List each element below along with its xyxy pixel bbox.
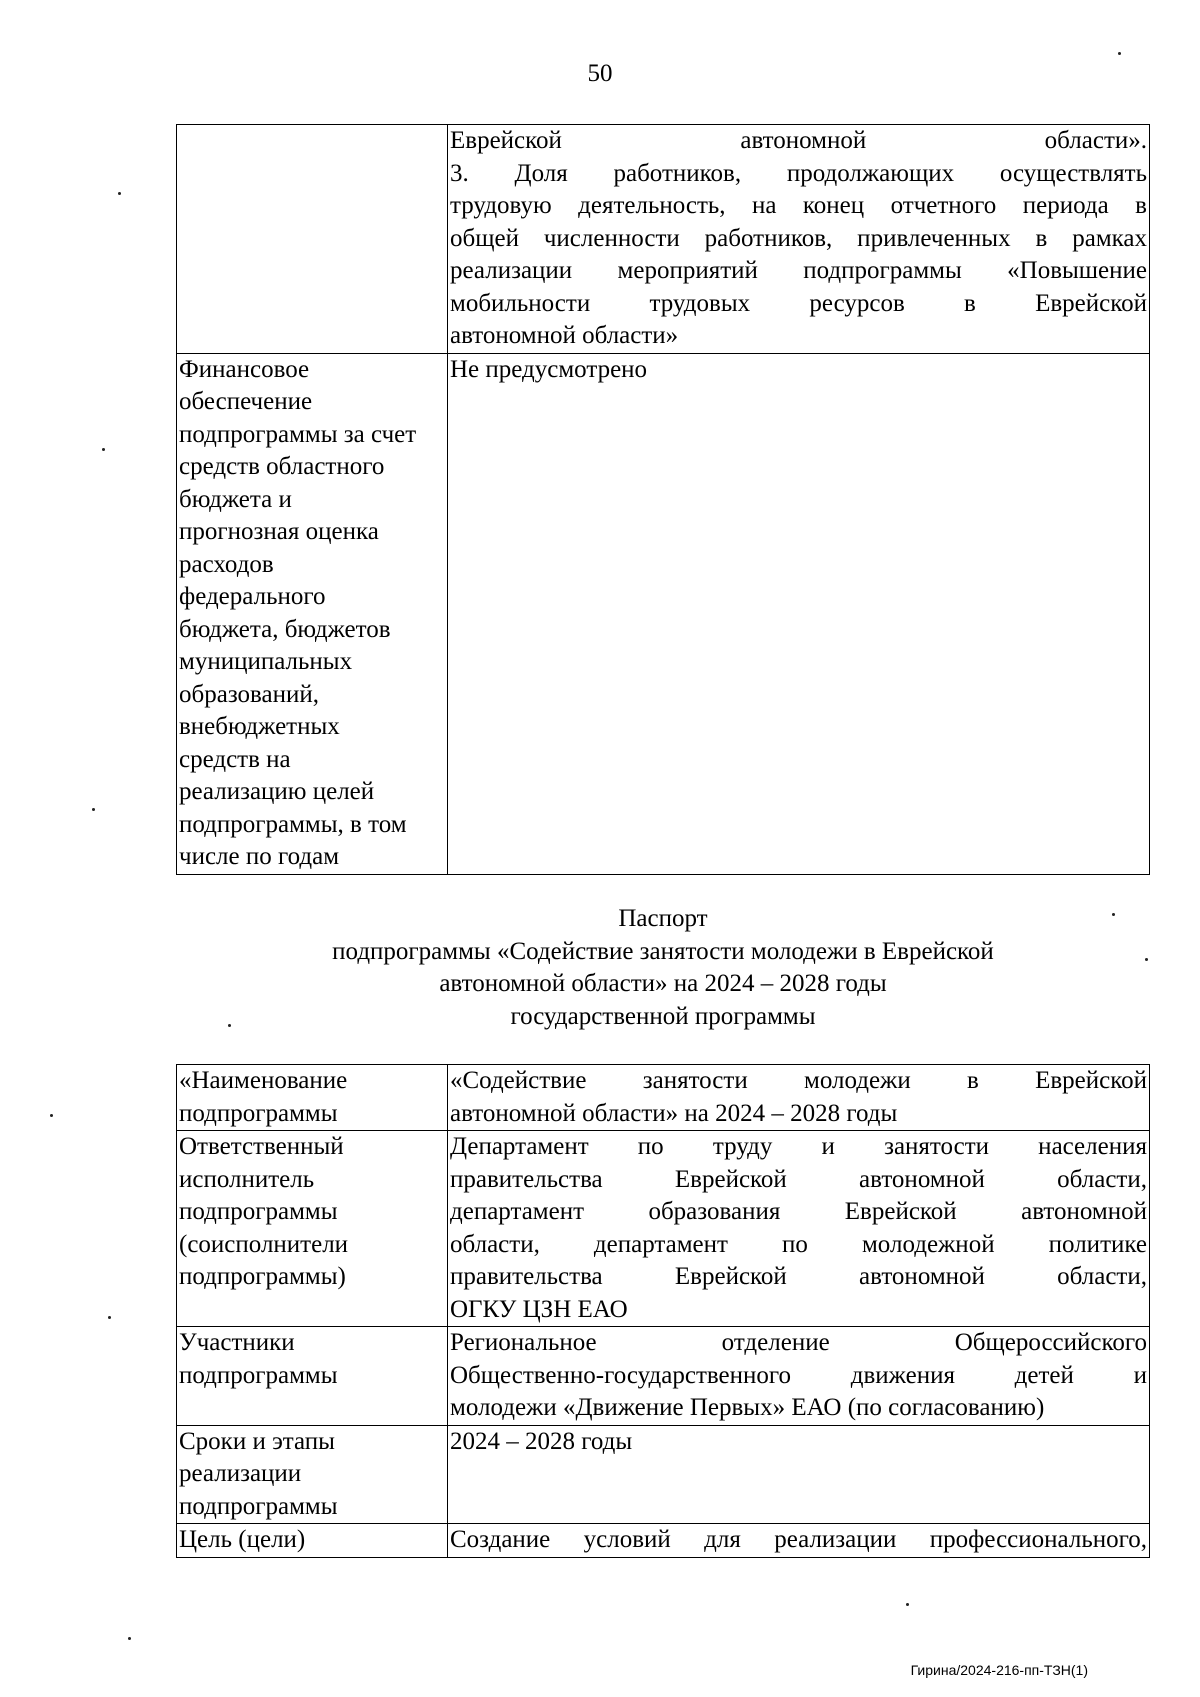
scan-speck [108, 1316, 111, 1319]
label-line: подпрограммы [179, 1198, 338, 1225]
executor-value-cell [448, 1131, 1150, 1327]
passport-table-continued [176, 124, 1150, 875]
label-line: подпрограммы, в том [179, 810, 407, 838]
label-line: средств на [179, 745, 291, 773]
label-line: Участники [179, 1329, 295, 1356]
label-line: подпрограммы [179, 1099, 338, 1127]
text-line: правительства Еврейской автономной области, [450, 1263, 1147, 1290]
label-line: подпрограммы [179, 1361, 338, 1389]
scan-speck [92, 808, 95, 811]
label-line: прогнозная оценка [179, 518, 379, 545]
label-line: Финансовое [179, 355, 310, 383]
text-line: 2024 – 2028 годы [450, 1427, 633, 1455]
scan-speck [1145, 958, 1148, 961]
label-line: образований, [179, 680, 320, 708]
executor-label-cell [177, 1131, 448, 1327]
scan-speck [102, 448, 105, 451]
scan-speck [128, 1637, 131, 1640]
scan-speck [118, 192, 121, 195]
table-row [177, 353, 1150, 874]
label-line: бюджета и [179, 485, 292, 513]
label-line: (соисполнители [179, 1230, 349, 1258]
label-line: обеспечение [179, 388, 313, 415]
label-line: федерального [179, 583, 326, 610]
label-line: Ответственный [179, 1133, 344, 1160]
financing-label-cell [177, 353, 448, 874]
label-line: внебюджетных [179, 713, 340, 740]
label-line: реализацию целей [179, 778, 375, 805]
terms-value-cell [448, 1425, 1150, 1524]
heading-title: Паспорт [618, 905, 708, 932]
text-line: Региональное отделение Общероссийского [450, 1329, 1147, 1356]
financing-value-cell: Не предусмотрено [448, 353, 1150, 874]
participants-label-cell [177, 1327, 448, 1426]
label-line: реализации [179, 1460, 302, 1487]
indicator-text-cell [448, 125, 1150, 354]
table-row [177, 1131, 1150, 1327]
terms-label-cell [177, 1425, 448, 1524]
table-row [177, 125, 1150, 354]
text-line: «Содействие занятости молодежи в Еврейской [450, 1067, 1147, 1094]
scan-speck [906, 1603, 909, 1606]
text-line: реализации мероприятий подпрограммы «Повышение [450, 257, 1147, 284]
scan-speck [228, 1024, 231, 1027]
text-line: общей численности работников, привлеченных в рамках [450, 224, 1147, 252]
table-row [177, 1524, 1150, 1558]
subprogram-passport-table [176, 1064, 1150, 1558]
table-row [177, 1327, 1150, 1426]
text-line: департамент образования Еврейской автономной [450, 1198, 1147, 1225]
name-label-cell [177, 1065, 448, 1131]
label-line: Цель (цели) [179, 1526, 306, 1553]
heading-line: автономной области» на 2024 – 2028 годы [439, 970, 887, 997]
goal-value-cell [448, 1524, 1150, 1558]
label-line: средств областного [179, 453, 385, 480]
scan-speck [50, 1114, 53, 1117]
text-line: Департамент по труду и занятости населения [450, 1133, 1147, 1160]
heading-line: подпрограммы «Содействие занятости молодежи в Еврейской [332, 937, 994, 965]
table-row [177, 1065, 1150, 1131]
text-line: ОГКУ ЦЗН ЕАО [450, 1295, 628, 1323]
label-line: подпрограммы за счет [179, 420, 417, 448]
page-number: 50 [587, 60, 613, 87]
text-line: молодежи «Движение Первых» ЕАО (по согласованию) [450, 1394, 1045, 1421]
text-line: Еврейской автономной области». [450, 127, 1147, 154]
label-line: подпрограммы) [179, 1263, 346, 1290]
label-line: исполнитель [179, 1165, 315, 1193]
passport-heading [176, 903, 1150, 1033]
label-line: Сроки и этапы [179, 1427, 335, 1455]
label-line: «Наименование [179, 1067, 348, 1094]
text-line: трудовую деятельность, на конец отчетного периода в [450, 192, 1147, 219]
scan-speck [1118, 52, 1121, 55]
table-row [177, 1425, 1150, 1524]
label-line: расходов [179, 550, 274, 578]
heading-line: государственной программы [510, 1002, 816, 1030]
name-value-cell [448, 1065, 1150, 1131]
scan-speck [1112, 913, 1115, 916]
text-line: мобильности трудовых ресурсов в Еврейской [450, 289, 1147, 317]
text-line: Создание условий для реализации профессионального, [450, 1526, 1147, 1553]
label-line: муниципальных [179, 648, 353, 675]
label-line: бюджета, бюджетов [179, 615, 391, 643]
text-line: Общественно-государственного движения детей и [450, 1361, 1147, 1389]
label-line: числе по годам [179, 843, 340, 870]
text-line: правительства Еврейской автономной области, [450, 1165, 1147, 1193]
empty-label-cell [177, 125, 448, 354]
document-code: Гирина/2024-216-пп-ТЗН(1) [910, 1662, 1088, 1678]
text-line: 3. Доля работников, продолжающих осуществлять [450, 159, 1147, 187]
text-line: автономной области» на 2024 – 2028 годы [450, 1099, 898, 1127]
text-line: автономной области» [450, 322, 679, 349]
text-line: области, департамент по молодежной политике [450, 1230, 1147, 1258]
participants-value-cell [448, 1327, 1150, 1426]
goal-label-cell [177, 1524, 448, 1558]
label-line: подпрограммы [179, 1492, 338, 1520]
